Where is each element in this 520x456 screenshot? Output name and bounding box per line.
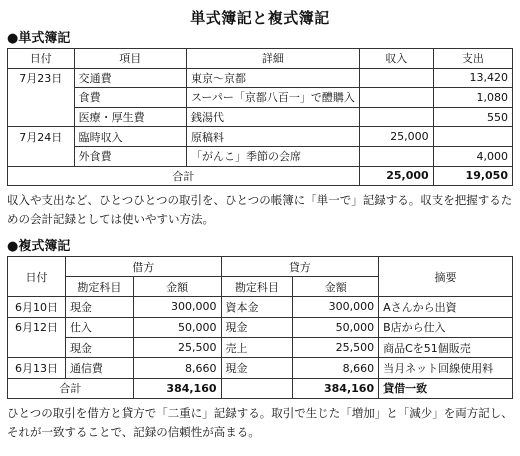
row-debit-account: 仕入	[65, 317, 133, 337]
header-expense: 支出	[433, 49, 512, 69]
table-row	[8, 107, 513, 127]
row-date	[8, 337, 66, 357]
row-debit-account: 現金	[65, 337, 133, 357]
row-expense	[433, 127, 512, 147]
total-summary: 貸借一致	[379, 378, 513, 398]
header-credit-amount: 金額	[293, 277, 379, 297]
double-header-row	[8, 257, 513, 277]
table-row	[8, 297, 513, 317]
row-item: 医療・厚生費	[74, 107, 186, 127]
header-debit-amount: 金額	[133, 277, 221, 297]
double-entry-heading: ●複式簿記	[7, 239, 71, 255]
row-detail: 東京～京都	[186, 68, 359, 88]
row-debit-amount: 8,660	[133, 358, 221, 378]
row-date: 7月23日	[8, 68, 75, 88]
total-label: 合計	[8, 378, 134, 398]
row-summary: B店から仕入	[379, 317, 513, 337]
row-debit-amount: 50,000	[133, 317, 221, 337]
table-row	[8, 146, 513, 166]
single-entry-table	[7, 48, 513, 186]
total-blank	[221, 378, 293, 398]
header-credit-account: 勘定科目	[221, 277, 293, 297]
total-row	[8, 378, 513, 398]
row-credit-amount: 25,500	[293, 337, 379, 357]
single-entry-heading: ●単式簿記	[7, 31, 71, 46]
row-item: 食費	[74, 88, 186, 108]
row-expense: 4,000	[433, 146, 512, 166]
header-credit: 貸方	[221, 257, 379, 277]
row-debit-account: 現金	[65, 297, 133, 317]
single-entry-description: 収入や支出など、ひとつひとつの取引を、ひとつの帳簿に「単一で」記録する。収支を把握するための会計記録としては使いやすい方法。	[7, 193, 513, 227]
row-debit-account: 通信費	[65, 358, 133, 378]
row-credit-account: 現金	[221, 317, 293, 337]
row-credit-account: 資本金	[221, 297, 293, 317]
table-row	[8, 127, 513, 147]
header-income: 収入	[359, 49, 433, 69]
row-detail: スーパー「京都八百一」で醴購入	[186, 88, 359, 108]
header-detail: 詳細	[186, 49, 359, 69]
row-income	[359, 107, 433, 127]
total-label: 合計	[8, 166, 360, 186]
row-income	[359, 88, 433, 108]
row-expense: 550	[433, 107, 512, 127]
table-row	[8, 317, 513, 337]
row-income	[359, 68, 433, 88]
row-detail: 原稿料	[186, 127, 359, 147]
page-title: 単式簿記と複式簿記	[190, 9, 330, 27]
double-entry-table	[7, 256, 513, 399]
row-credit-amount: 50,000	[293, 317, 379, 337]
row-debit-amount: 25,500	[133, 337, 221, 357]
table-row	[8, 358, 513, 378]
table-row	[8, 68, 513, 88]
header-debit-account: 勘定科目	[65, 277, 133, 297]
row-summary: 当月ネット回線使用料	[379, 358, 513, 378]
total-debit-amount: 384,160	[133, 378, 221, 398]
row-date	[8, 107, 75, 127]
header-debit: 借方	[65, 257, 221, 277]
header-date: 日付	[8, 49, 75, 69]
row-date: 6月13日	[8, 358, 66, 378]
row-credit-amount: 8,660	[293, 358, 379, 378]
row-detail: 「がんこ」季節の会席	[186, 146, 359, 166]
row-date	[8, 88, 75, 108]
row-item: 外食費	[74, 146, 186, 166]
row-date: 6月12日	[8, 317, 66, 337]
table-row	[8, 88, 513, 108]
row-income	[359, 146, 433, 166]
row-item: 臨時収入	[74, 127, 186, 147]
row-credit-amount: 300,000	[293, 297, 379, 317]
row-income: 25,000	[359, 127, 433, 147]
row-summary: 商品Cを51個販売	[379, 337, 513, 357]
double-entry-description: ひとつの取引を借方と貸方で「二重に」記録する。取引で生じた「増加」と「減少」を両方記し、それが一致することで、記録の信頼性が高まる。	[7, 406, 513, 440]
row-date: 6月10日	[8, 297, 66, 317]
total-row	[8, 166, 513, 186]
header-item: 項目	[74, 49, 186, 69]
row-date: 7月24日	[8, 127, 75, 147]
single-header-row	[8, 49, 513, 69]
row-detail: 銭湯代	[186, 107, 359, 127]
row-date	[8, 146, 75, 166]
row-debit-amount: 300,000	[133, 297, 221, 317]
row-item: 交通費	[74, 68, 186, 88]
row-credit-account: 現金	[221, 358, 293, 378]
row-expense: 1,080	[433, 88, 512, 108]
header-date: 日付	[8, 257, 66, 297]
row-credit-account: 売上	[221, 337, 293, 357]
table-row	[8, 337, 513, 357]
header-summary: 摘要	[379, 257, 513, 297]
total-credit-amount: 384,160	[293, 378, 379, 398]
row-expense: 13,420	[433, 68, 512, 88]
row-summary: Aさんから出資	[379, 297, 513, 317]
total-income: 25,000	[359, 166, 433, 186]
total-expense: 19,050	[433, 166, 512, 186]
